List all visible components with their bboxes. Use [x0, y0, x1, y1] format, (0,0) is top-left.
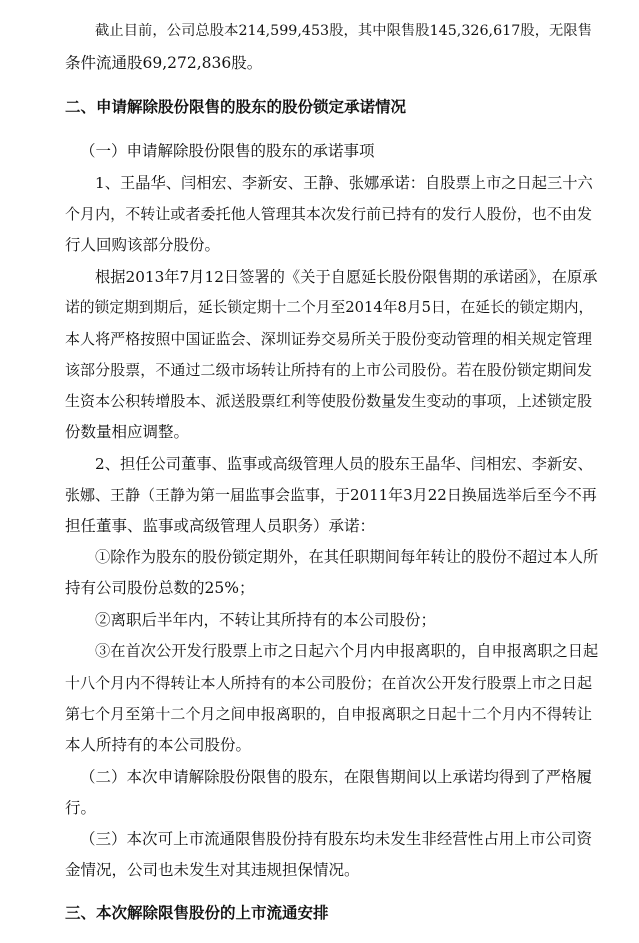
paragraph-line: 十八个月内不得转让本人所持有的本公司股份；在首次公开发行股票上市之日起 — [65, 674, 592, 692]
paragraph-line: 张娜、王静（王静为第一届监事会监事，于2011年3月22日换届选举后至今不再 — [65, 486, 597, 504]
paragraph-line: 根据2013年7月12日签署的《关于自愿延长股份限售期的承诺函》，在原承 — [95, 268, 598, 286]
paragraph-line: 金情况，公司也未发生对其违规担保情况。 — [65, 861, 360, 879]
section-heading-3: 三、本次解除限售股份的上市流通安排 — [65, 904, 329, 922]
paragraph-line: 个月内，不转让或者委托他人管理其本次发行前已持有的发行人股份，也不由发 — [65, 205, 592, 223]
paragraph-line: ①除作为股东的股份锁定期外，在其任职期间每年转让的股份不超过本人所 — [95, 548, 599, 566]
paragraph-line: 截止目前，公司总股本214,599,453股，其中限售股145,326,617股，无限售 — [95, 23, 592, 39]
paragraph-line: 生资本公积转增股本、派送股票红利等使股份数量发生变动的事项，上述锁定股 — [65, 392, 592, 410]
paragraph-line: 第七个月至第十二个月之间申报离职的，自申报离职之日起十二个月内不得转让 — [65, 705, 592, 723]
paragraph-line: 份数量相应调整。 — [65, 423, 190, 441]
paragraph-line: 行人回购该部分股份。 — [65, 236, 221, 254]
paragraph-line: 行。 — [65, 799, 97, 817]
paragraph-line: 该部分股票，不通过二级市场转让所持有的上市公司股份。若在股份锁定期间发 — [65, 361, 592, 379]
paragraph-line: 条件流通股69,272,836股。 — [65, 54, 263, 72]
paragraph-line: 本人所持有的本公司股份。 — [65, 736, 252, 754]
paragraph-line: ③在首次公开发行股票上市之日起六个月内申报离职的，自申报离职之日起 — [95, 642, 599, 660]
paragraph-line: 2、担任公司董事、监事或高级管理人员的股东王晶华、闫相宏、李新安、 — [95, 455, 593, 473]
paragraph-line: 持有公司股份总数的25%； — [65, 579, 255, 597]
paragraph-line: 本人将严格按照中国证监会、深圳证券交易所关于股份变动管理的相关规定管理 — [65, 330, 592, 348]
paragraph-line: 担任董事、监事或高级管理人员职务）承诺： — [65, 517, 376, 535]
paragraph-line: （三）本次可上市流通限售股份持有股东均未发生非经营性占用上市公司资 — [80, 830, 592, 848]
paragraph-line: （二）本次申请解除股份限售的股东，在限售期间以上承诺均得到了严格履 — [80, 768, 592, 786]
subsection-heading-1: （一）申请解除股份限售的股东的承诺事项 — [80, 142, 375, 160]
paragraph-line: 诺的锁定期到期后，延长锁定期十二个月至2014年8月5日，在延长的锁定期内， — [65, 299, 594, 316]
paragraph-line: ②离职后半年内，不转让其所持有的本公司股份； — [95, 611, 437, 629]
section-heading-2: 二、申请解除股份限售的股东的股份锁定承诺情况 — [65, 98, 407, 116]
paragraph-line: 1、王晶华、闫相宏、李新安、王静、张娜承诺：自股票上市之日起三十六 — [95, 174, 593, 192]
